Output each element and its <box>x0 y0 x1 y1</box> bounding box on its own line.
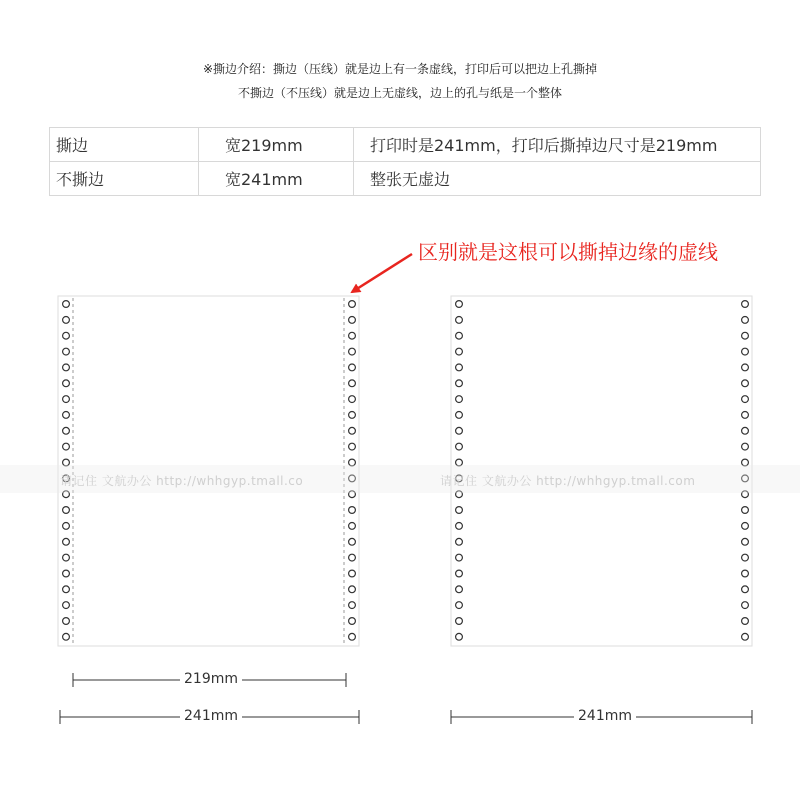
sprocket-hole <box>63 427 70 434</box>
sprocket-hole <box>63 301 70 308</box>
callout-text: 区别就是这根可以撕掉边缘的虚线 <box>418 240 718 264</box>
sprocket-hole <box>742 443 749 450</box>
sprocket-hole <box>742 412 749 419</box>
sprocket-hole <box>742 633 749 640</box>
sprocket-hole <box>63 618 70 625</box>
sprocket-hole <box>63 523 70 530</box>
watermark-left: 请记住 文航办公 http://whhgyp.tmall.co <box>60 474 304 488</box>
sprocket-hole <box>456 523 463 530</box>
sprocket-hole <box>742 364 749 371</box>
row-type: 不撕边 <box>50 162 199 196</box>
sprocket-hole <box>349 602 356 609</box>
intro-line-2: 不撕边（不压线）就是边上无虚线，边上的孔与纸是一个整体 <box>237 86 562 100</box>
sprocket-hole <box>742 554 749 561</box>
sprocket-hole <box>63 380 70 387</box>
sprocket-hole <box>63 633 70 640</box>
sprocket-hole <box>456 332 463 339</box>
sprocket-hole <box>63 348 70 355</box>
sprocket-hole <box>456 538 463 545</box>
watermark-right: 请记住 文航办公 http://whhgyp.tmall.com <box>440 474 696 488</box>
sprocket-hole <box>456 412 463 419</box>
sprocket-hole <box>742 348 749 355</box>
sprocket-hole <box>349 332 356 339</box>
sprocket-hole <box>456 396 463 403</box>
sprocket-hole <box>63 602 70 609</box>
sprocket-hole <box>456 380 463 387</box>
row-type: 撕边 <box>50 128 199 162</box>
sprocket-hole <box>349 427 356 434</box>
sprocket-hole <box>456 301 463 308</box>
sprocket-hole <box>349 538 356 545</box>
sprocket-hole <box>456 427 463 434</box>
sprocket-hole <box>349 317 356 324</box>
sprocket-hole <box>456 586 463 593</box>
sprocket-hole <box>456 570 463 577</box>
sprocket-hole <box>349 364 356 371</box>
sprocket-hole <box>63 412 70 419</box>
sprocket-hole <box>349 301 356 308</box>
sprocket-hole <box>63 554 70 561</box>
sprocket-hole <box>349 380 356 387</box>
callout-arrow <box>352 254 412 292</box>
sprocket-hole <box>742 618 749 625</box>
sprocket-hole <box>456 364 463 371</box>
sprocket-hole <box>349 348 356 355</box>
sprocket-hole <box>742 602 749 609</box>
sprocket-hole <box>742 396 749 403</box>
sprocket-hole <box>742 427 749 434</box>
sprocket-hole <box>349 618 356 625</box>
sprocket-hole <box>63 317 70 324</box>
sprocket-hole <box>349 633 356 640</box>
sprocket-hole <box>63 443 70 450</box>
sprocket-hole <box>456 602 463 609</box>
sprocket-hole <box>349 523 356 530</box>
sprocket-hole <box>456 633 463 640</box>
sprocket-hole <box>742 332 749 339</box>
sprocket-hole <box>742 523 749 530</box>
sprocket-hole <box>456 554 463 561</box>
sprocket-hole <box>456 443 463 450</box>
sprocket-hole <box>742 538 749 545</box>
sprocket-hole <box>349 396 356 403</box>
row-note: 打印时是241mm，打印后撕掉边尺寸是219mm <box>354 128 761 162</box>
sprocket-hole <box>349 507 356 514</box>
sprocket-hole <box>349 554 356 561</box>
sprocket-hole <box>456 507 463 514</box>
sprocket-hole <box>349 586 356 593</box>
sprocket-hole <box>349 570 356 577</box>
row-width: 宽241mm <box>199 162 354 196</box>
row-width: 宽219mm <box>199 128 354 162</box>
sprocket-hole <box>742 317 749 324</box>
sprocket-hole <box>63 538 70 545</box>
dim-label-left-outer: 241mm <box>180 708 242 724</box>
sprocket-hole <box>63 332 70 339</box>
intro-line-1: ※撕边介绍：撕边（压线）就是边上有一条虚线，打印后可以把边上孔撕掉 <box>202 62 598 76</box>
sprocket-hole <box>63 364 70 371</box>
sprocket-hole <box>63 507 70 514</box>
sprocket-hole <box>349 412 356 419</box>
sprocket-hole <box>456 348 463 355</box>
sprocket-hole <box>742 570 749 577</box>
row-note: 整张无虚边 <box>354 162 761 196</box>
sprocket-hole <box>456 618 463 625</box>
sprocket-hole <box>742 507 749 514</box>
dim-label-right-outer: 241mm <box>574 708 636 724</box>
sprocket-hole <box>63 586 70 593</box>
sprocket-hole <box>63 570 70 577</box>
sprocket-hole <box>63 396 70 403</box>
sprocket-hole <box>349 443 356 450</box>
sprocket-hole <box>742 301 749 308</box>
sprocket-hole <box>456 317 463 324</box>
dim-label-left-inner: 219mm <box>180 671 242 687</box>
sprocket-hole <box>742 380 749 387</box>
sprocket-hole <box>742 586 749 593</box>
